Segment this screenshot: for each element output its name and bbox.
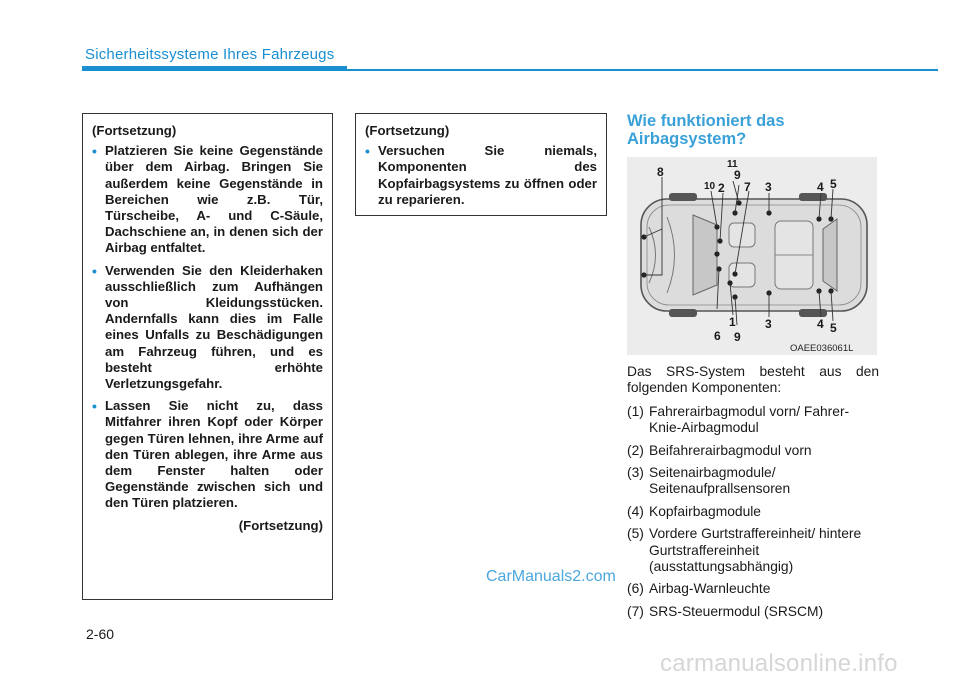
header-rule-thin xyxy=(347,69,938,71)
wheel xyxy=(799,193,827,201)
diagram-label-5: 5 xyxy=(830,321,837,335)
diagram-label-4: 4 xyxy=(817,180,824,194)
carmanuals-watermark: CarManuals2.com xyxy=(486,568,616,585)
warning-item xyxy=(365,143,597,208)
site-watermark: carmanualsonline.info xyxy=(660,650,898,677)
component-item xyxy=(627,581,879,597)
component-list xyxy=(627,404,879,620)
intro-text: Das SRS-System besteht aus den folgenden Komponenten: xyxy=(627,364,879,396)
component-item xyxy=(627,404,879,437)
figure-code: OAEE036061L xyxy=(790,343,854,354)
diagram-label-2: 2 xyxy=(718,181,725,195)
diagram-label-9: 9 xyxy=(734,168,741,182)
heading-line: Airbagsystem? xyxy=(627,130,747,148)
diagram-label-4: 4 xyxy=(817,317,824,331)
diagram-label-1: 1 xyxy=(729,315,736,329)
section-heading xyxy=(627,112,867,148)
bullet-icon: • xyxy=(92,262,97,279)
component-item xyxy=(627,526,879,575)
wheel xyxy=(799,309,827,317)
diagram-label-3: 3 xyxy=(765,180,772,194)
component-number: (5) xyxy=(627,526,644,542)
wheel xyxy=(669,309,697,317)
warning-text: Verwenden Sie den Kleiderhaken ausschließlich zum Aufhängen von Kleidungsstücken. Andernfalls kann dies im Falle eines Unfalls zu Beschädigungen am Fahrzeug führen, und es besteht erhöhte Verletzungsgefahr. xyxy=(105,262,323,392)
wheel xyxy=(669,193,697,201)
diagram-label-8: 8 xyxy=(657,165,664,179)
warning-item xyxy=(92,263,323,393)
warning-text: Lassen Sie nicht zu, dass Mitfahrer ihren Kopf oder Körper gegen Türen lehnen, ihre Arme auf den Türen ablegen, ihre Arme aus dem Fenster halten oder Gegenstände zwischen sich und den Türen platzieren. xyxy=(105,398,323,511)
bullet-icon: • xyxy=(92,398,97,415)
component-item xyxy=(627,604,879,620)
warning-box-left xyxy=(82,113,333,600)
warning-item xyxy=(92,398,323,511)
component-text: Kopfairbagmodule xyxy=(649,503,761,519)
bullet-icon: • xyxy=(365,143,370,160)
warning-list xyxy=(365,143,597,208)
rear-window xyxy=(823,219,837,291)
continued-label-top: (Fortsetzung) xyxy=(365,123,450,138)
component-number: (3) xyxy=(627,465,644,481)
warning-box-right xyxy=(355,113,607,216)
car-topview-illustration xyxy=(627,157,877,355)
component-number: (2) xyxy=(627,442,644,458)
continued-label-bottom: (Fortsetzung) xyxy=(238,517,323,533)
component-text: Airbag-Warnleuchte xyxy=(649,581,771,597)
component-text: Vordere Gurtstraffereinheit/ hintere Gurtstraffereinheit (ausstattungsabhängig) xyxy=(649,526,862,575)
header-rule-thick xyxy=(82,66,347,71)
component-number: (4) xyxy=(627,503,644,519)
component-text: Fahrerairbagmodul vorn/ Fahrer-Knie-Airbagmodul xyxy=(649,403,850,436)
component-description xyxy=(627,364,879,626)
warning-text: Platzieren Sie keine Gegenstände über dem Airbag. Bringen Sie außerdem keine Gegenstände in Bereichen wie z.B. Tür, Türscheibe, A- und C-Säule, Dachschiene an, in denen sich der Airbag entfaltet. xyxy=(105,143,323,256)
component-item xyxy=(627,443,879,459)
windshield xyxy=(693,215,717,295)
component-item xyxy=(627,465,879,498)
diagram-label-11: 11 xyxy=(727,159,738,170)
section-header: Sicherheitssysteme Ihres Fahrzeugs xyxy=(85,46,335,63)
warning-list xyxy=(92,143,323,511)
warning-item xyxy=(92,143,323,256)
diagram-label-10: 10 xyxy=(704,181,716,192)
component-text: SRS-Steuermodul (SRSCM) xyxy=(649,603,824,619)
component-number: (6) xyxy=(627,581,644,597)
airbag-diagram xyxy=(627,157,877,355)
bullet-icon: • xyxy=(92,143,97,160)
component-number: (1) xyxy=(627,403,644,419)
component-text: Beifahrerairbagmodul vorn xyxy=(649,442,812,458)
diagram-label-7: 7 xyxy=(744,180,751,194)
component-number: (7) xyxy=(627,603,644,619)
diagram-label-3: 3 xyxy=(765,317,772,331)
heading-line: Wie funktioniert das xyxy=(627,112,785,130)
diagram-label-6: 6 xyxy=(714,329,721,343)
component-item xyxy=(627,504,879,520)
page-number: 2-60 xyxy=(86,626,115,642)
warning-text: Versuchen Sie niemals, Komponenten des Kopfairbagsystems zu öffnen oder zu reparieren. xyxy=(378,143,597,207)
continued-label-top: (Fortsetzung) xyxy=(92,123,177,138)
diagram-label-5: 5 xyxy=(830,177,837,191)
diagram-label-9: 9 xyxy=(734,330,741,344)
component-text: Seitenairbagmodule/ Seitenaufprallsensoren xyxy=(649,465,791,497)
